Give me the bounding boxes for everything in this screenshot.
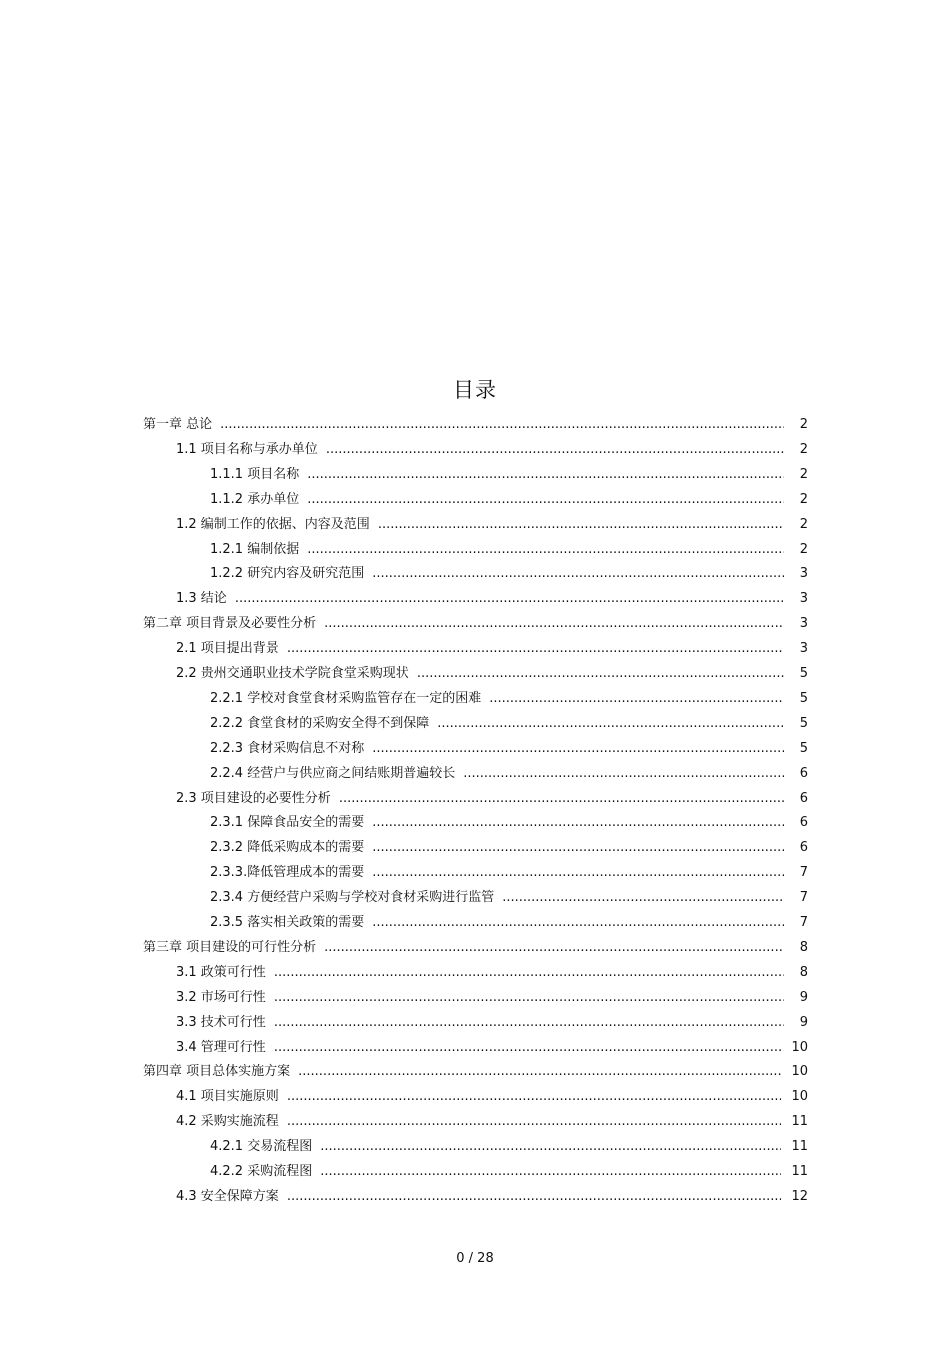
toc-entry-page: 6 <box>799 791 808 806</box>
toc-leader-dots <box>339 790 784 808</box>
toc-leader-dots <box>372 839 784 857</box>
toc-leader-dots <box>378 516 784 534</box>
toc-entry-page: 2 <box>799 442 808 457</box>
toc-entry-label: 2.3.2 降低采购成本的需要 <box>210 840 365 855</box>
toc-entry[interactable] <box>210 565 808 583</box>
toc-entry[interactable] <box>210 1138 808 1156</box>
toc-leader-dots <box>437 715 784 733</box>
toc-entry[interactable] <box>143 939 808 957</box>
toc-leader-dots <box>287 1188 782 1206</box>
toc-entry-label: 2.2.3 食材采购信息不对称 <box>210 741 365 756</box>
toc-entry-label: 1.1 项目名称与承办单位 <box>176 442 318 457</box>
toc-entry[interactable] <box>143 615 808 633</box>
toc-entry-label: 1.1.2 承办单位 <box>210 492 300 507</box>
toc-entry[interactable] <box>210 839 808 857</box>
toc-entry-label: 2.3.4 方便经营户采购与学校对食材采购进行监管 <box>210 890 495 905</box>
toc-leader-dots <box>324 939 784 957</box>
toc-leader-dots <box>417 665 784 683</box>
toc-entry-label: 第四章 项目总体实施方案 <box>143 1064 291 1079</box>
toc-entry-label: 4.2.1 交易流程图 <box>210 1139 313 1154</box>
toc-leader-dots <box>274 964 784 982</box>
toc-entry-label: 1.2.1 编制依据 <box>210 542 300 557</box>
toc-leader-dots <box>274 1014 784 1032</box>
toc-entry-page: 2 <box>799 492 808 507</box>
toc-entry[interactable] <box>210 740 808 758</box>
toc-entry[interactable] <box>143 1063 808 1081</box>
toc-entry-page: 5 <box>799 691 808 706</box>
toc-leader-dots <box>372 740 784 758</box>
toc-leader-dots <box>235 590 784 608</box>
toc-leader-dots <box>287 1088 782 1106</box>
toc-entry-page: 12 <box>791 1189 808 1204</box>
toc-entry[interactable] <box>176 516 808 534</box>
toc-entry-page: 2 <box>799 467 808 482</box>
toc-entry-page: 3 <box>799 616 808 631</box>
toc-entry-label: 2.3 项目建设的必要性分析 <box>176 791 331 806</box>
toc-entry-page: 7 <box>799 890 808 905</box>
toc-entry-label: 第三章 项目建设的可行性分析 <box>143 940 317 955</box>
toc-entry-label: 3.2 市场可行性 <box>176 990 266 1005</box>
toc-entry-page: 2 <box>799 417 808 432</box>
toc-entry-label: 1.2.2 研究内容及研究范围 <box>210 566 365 581</box>
toc-entry-page: 9 <box>799 990 808 1005</box>
toc-entry-label: 3.4 管理可行性 <box>176 1040 266 1055</box>
toc-entry[interactable] <box>176 590 808 608</box>
toc-leader-dots <box>489 690 784 708</box>
toc-entry-label: 2.3.3.降低管理成本的需要 <box>210 865 365 880</box>
toc-entry-label: 4.3 安全保障方案 <box>176 1189 279 1204</box>
toc-entry-label: 2.3.5 落实相关政策的需要 <box>210 915 365 930</box>
toc-leader-dots <box>307 491 784 509</box>
toc-entry-page: 7 <box>799 915 808 930</box>
toc-entry-page: 8 <box>799 965 808 980</box>
toc-leader-dots <box>324 615 784 633</box>
toc-entry-page: 3 <box>799 566 808 581</box>
toc-entry[interactable] <box>210 864 808 882</box>
toc-leader-dots <box>320 1163 781 1181</box>
toc-entry-label: 1.1.1 项目名称 <box>210 467 300 482</box>
toc-entry-page: 8 <box>799 940 808 955</box>
toc-entry[interactable] <box>210 889 808 907</box>
toc-entry-label: 2.2.2 食堂食材的采购安全得不到保障 <box>210 716 430 731</box>
toc-entry-page: 11 <box>791 1164 808 1179</box>
toc-leader-dots <box>307 541 784 559</box>
toc-entry-label: 3.3 技术可行性 <box>176 1015 266 1030</box>
toc-leader-dots <box>274 989 784 1007</box>
toc-leader-dots <box>298 1063 781 1081</box>
toc-entry[interactable] <box>176 989 808 1007</box>
toc-entry[interactable] <box>176 665 808 683</box>
toc-leader-dots <box>274 1039 782 1057</box>
toc-entry-label: 4.2 采购实施流程 <box>176 1114 279 1129</box>
toc-entry-label: 2.2 贵州交通职业技术学院食堂采购现状 <box>176 666 409 681</box>
toc-entry-page: 9 <box>799 1015 808 1030</box>
toc-entry[interactable] <box>210 1163 808 1181</box>
toc-entry-label: 3.1 政策可行性 <box>176 965 266 980</box>
toc-entry[interactable] <box>176 1113 808 1131</box>
toc-entry[interactable] <box>210 466 808 484</box>
page-title: 目录 <box>453 378 497 402</box>
toc-entry[interactable] <box>176 1188 808 1206</box>
toc-entry-page: 5 <box>799 666 808 681</box>
toc-entry[interactable] <box>176 640 808 658</box>
page-number: 0 / 28 <box>456 1251 494 1266</box>
toc-entry-page: 3 <box>799 591 808 606</box>
toc-entry[interactable] <box>176 1039 808 1057</box>
toc-leader-dots <box>220 416 784 434</box>
toc-leader-dots <box>326 441 784 459</box>
toc-leader-dots <box>463 765 784 783</box>
toc-entry-page: 11 <box>791 1139 808 1154</box>
toc-entry-page: 2 <box>799 517 808 532</box>
toc-entry-page: 5 <box>799 716 808 731</box>
toc-entry[interactable] <box>143 416 808 434</box>
toc-entry-label: 2.3.1 保障食品安全的需要 <box>210 815 365 830</box>
toc-entry-page: 6 <box>799 766 808 781</box>
toc-entry[interactable] <box>176 441 808 459</box>
toc-leader-dots <box>287 1113 782 1131</box>
toc-entry-page: 10 <box>791 1040 808 1055</box>
toc-entry[interactable] <box>176 1014 808 1032</box>
toc-leader-dots <box>372 914 784 932</box>
toc-entry-page: 3 <box>799 641 808 656</box>
toc-entry[interactable] <box>210 765 808 783</box>
toc-entry-label: 2.2.4 经营户与供应商之间结账期普遍较长 <box>210 766 456 781</box>
toc-leader-dots <box>372 565 784 583</box>
toc-entry[interactable] <box>210 715 808 733</box>
toc-entry-page: 5 <box>799 741 808 756</box>
toc-entry-label: 1.2 编制工作的依据、内容及范围 <box>176 517 370 532</box>
toc-entry-page: 6 <box>799 840 808 855</box>
toc-entry-label: 4.2.2 采购流程图 <box>210 1164 313 1179</box>
toc-entry[interactable] <box>176 964 808 982</box>
toc-leader-dots <box>372 814 784 832</box>
toc-leader-dots <box>320 1138 781 1156</box>
toc-entry-label: 1.3 结论 <box>176 591 227 606</box>
toc-leader-dots <box>287 640 784 658</box>
toc-entry-page: 10 <box>791 1064 808 1079</box>
toc-leader-dots <box>502 889 784 907</box>
toc-entry-label: 第一章 总论 <box>143 417 213 432</box>
toc-entry-page: 2 <box>799 542 808 557</box>
toc-entry-label: 2.2.1 学校对食堂食材采购监管存在一定的困难 <box>210 691 482 706</box>
toc-entry-page: 10 <box>791 1089 808 1104</box>
toc-entry[interactable] <box>210 491 808 509</box>
toc-entry[interactable] <box>176 1088 808 1106</box>
toc-entry[interactable] <box>210 814 808 832</box>
toc-entry-page: 11 <box>791 1114 808 1129</box>
toc-entry-label: 4.1 项目实施原则 <box>176 1089 279 1104</box>
toc-entry[interactable] <box>210 541 808 559</box>
toc-entry-page: 6 <box>799 815 808 830</box>
toc-entry-label: 第二章 项目背景及必要性分析 <box>143 616 317 631</box>
toc-entry[interactable] <box>210 690 808 708</box>
toc-leader-dots <box>307 466 784 484</box>
toc-leader-dots <box>372 864 784 882</box>
toc-entry[interactable] <box>176 790 808 808</box>
toc-entry-page: 7 <box>799 865 808 880</box>
toc-entry[interactable] <box>210 914 808 932</box>
toc-entry-label: 2.1 项目提出背景 <box>176 641 279 656</box>
